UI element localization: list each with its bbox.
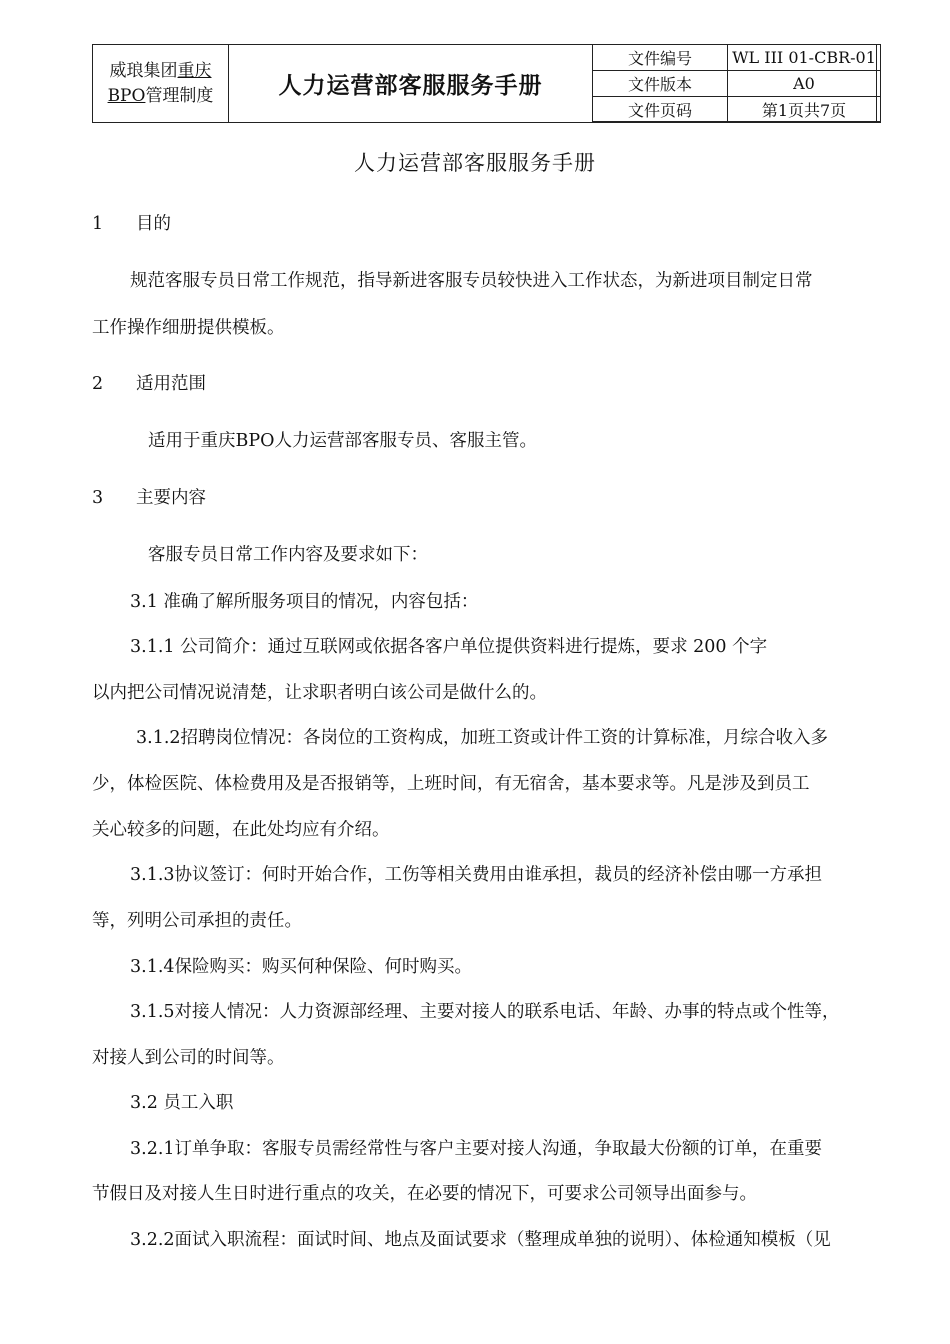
org-city: 重庆	[177, 60, 212, 81]
section-3-2: 3.2 员工入职	[130, 1093, 234, 1113]
section-3-1-1-line-1: 3.1.1 公司简介：通过互联网或依据各客户单位提供资料进行提炼，要求 200 个字	[130, 637, 768, 657]
section-1-line-1: 规范客服专员日常工作规范，指导新进客服专员较快进入工作状态，为新进项目制定日常	[130, 271, 813, 291]
org-division: BPO	[107, 85, 146, 106]
section-3-2-2-line-1: 3.2.2面试入职流程：面试时间、地点及面试要求（整理成单独的说明）、体检通知模板（见	[130, 1230, 831, 1250]
section-2-heading: 2 适用范围	[92, 374, 206, 394]
document-header-table	[92, 44, 881, 123]
section-3-1-3-line-2: 等，列明公司承担的责任。	[92, 911, 302, 931]
section-3-1-2-line-2: 少，体检医院、体检费用及是否报销等，上班时间，有无宿舍，基本要求等。凡是涉及到员工	[92, 774, 810, 794]
section-3-1-5-line-1: 3.1.5对接人情况：人力资源部经理、主要对接人的联系电话、年龄、办事的特点或个性等，	[130, 1002, 840, 1022]
meta-label: 文件页码	[593, 97, 728, 121]
meta-value: 第1页共7页	[761, 100, 847, 120]
double-border-line	[876, 45, 877, 122]
meta-row-version	[593, 71, 880, 97]
meta-value: A0	[793, 74, 815, 93]
section-1-line-2: 工作操作细册提供模板。	[92, 318, 285, 338]
org-doc-type: 管理制度	[145, 85, 214, 106]
section-3-1-2-line-3: 关心较多的问题，在此处均应有介绍。	[92, 820, 390, 840]
section-2-line-1: 适用于重庆BPO人力运营部客服专员、客服主管。	[148, 431, 537, 451]
section-3-2-1-line-1: 3.2.1订单争取：客服专员需经常性与客户主要对接人沟通，争取最大份额的订单，在重要	[130, 1139, 823, 1159]
section-3-1-2-line-1: 3.1.2招聘岗位情况：各岗位的工资构成，加班工资或计件工资的计算标准，月综合收入多	[136, 728, 829, 748]
meta-label: 文件编号	[593, 45, 728, 70]
header-meta	[593, 45, 880, 122]
org-name: 威琅集团	[109, 60, 178, 81]
section-1-heading: 1 目的	[92, 214, 171, 234]
section-3-1: 3.1 准确了解所服务项目的情况，内容包括：	[130, 592, 479, 612]
meta-value: WL III 01-CBR-01	[732, 48, 876, 67]
section-3-2-1-line-2: 节假日及对接人生日时进行重点的攻关，在必要的情况下，可要求公司领导出面参与。	[92, 1184, 757, 1204]
section-3-1-4: 3.1.4保险购买：购买何种保险、何时购买。	[130, 957, 473, 977]
meta-label: 文件版本	[593, 71, 728, 96]
page-title: 人力运营部客服服务手册	[354, 151, 596, 175]
section-3-intro: 客服专员日常工作内容及要求如下：	[148, 545, 428, 565]
meta-row-number	[593, 45, 880, 71]
org-cell	[93, 45, 229, 122]
section-3-1-5-line-2: 对接人到公司的时间等。	[92, 1048, 285, 1068]
section-3-heading: 3 主要内容	[92, 488, 206, 508]
header-doc-title: 人力运营部客服服务手册	[229, 45, 593, 122]
meta-row-page	[593, 97, 880, 122]
section-3-1-3-line-1: 3.1.3协议签订：何时开始合作，工伤等相关费用由谁承担，裁员的经济补偿由哪一方承担	[130, 865, 823, 885]
section-3-1-1-line-2: 以内把公司情况说清楚，让求职者明白该公司是做什么的。	[92, 683, 547, 703]
